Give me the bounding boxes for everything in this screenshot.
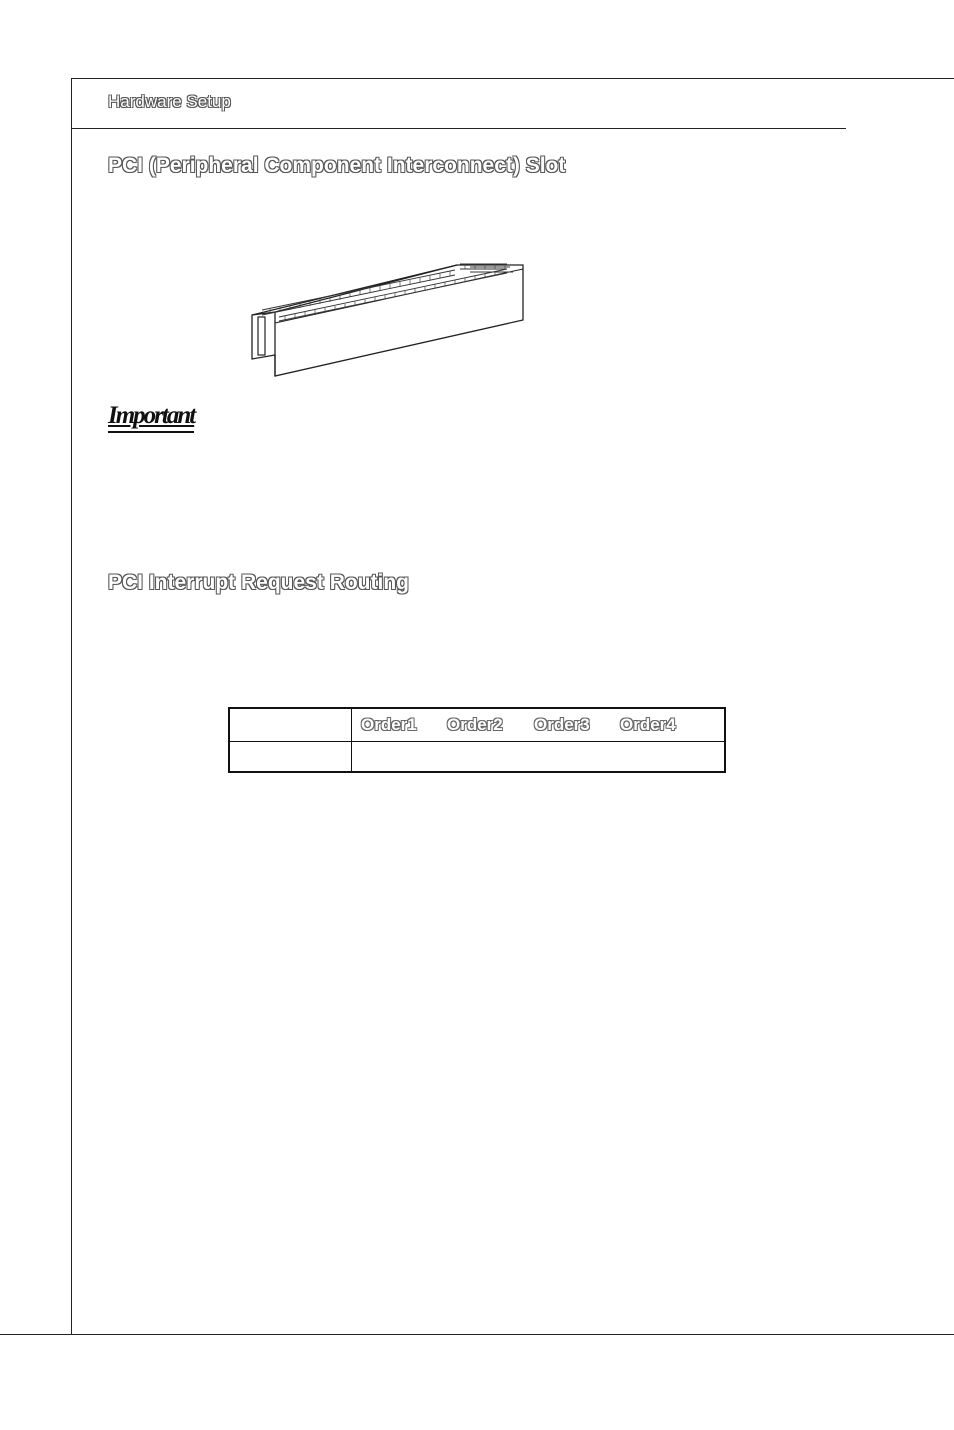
irq-routing-table <box>228 707 726 773</box>
page-frame-top <box>71 78 954 79</box>
header-rule <box>71 128 846 129</box>
table-header-order4: Order4 <box>620 715 676 734</box>
section-title-pci-slot: PCI (Peripheral Component Interconnect) Slot <box>108 154 566 177</box>
page-frame-bottom <box>0 1334 954 1335</box>
running-header: Hardware Setup <box>108 92 231 111</box>
table-header-order2: Order2 <box>447 715 503 734</box>
table-column-divider <box>351 709 352 771</box>
page-frame-left <box>71 78 72 1335</box>
important-label: Important <box>108 402 194 433</box>
table-row-divider <box>230 741 724 742</box>
pci-slot-icon <box>245 255 530 380</box>
table-header-order1: Order1 <box>361 715 417 734</box>
section-title-irq-routing: PCI Interrupt Request Routing <box>108 571 409 594</box>
table-header-order3: Order3 <box>534 715 590 734</box>
